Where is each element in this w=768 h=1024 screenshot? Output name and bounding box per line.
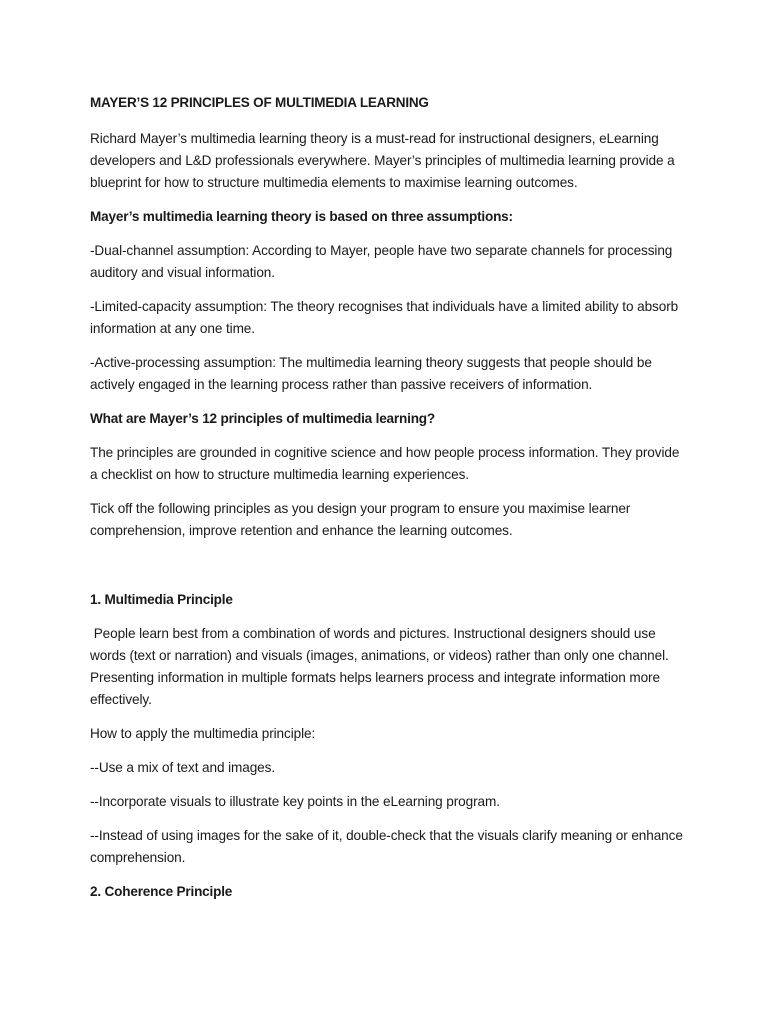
tip-item: --Incorporate visuals to illustrate key points in the eLearning program. <box>90 794 500 809</box>
blank-line <box>90 554 690 589</box>
assumptions-heading: Mayer’s multimedia learning theory is based on three assumptions: <box>90 209 513 224</box>
how-to-apply-text: How to apply the multimedia principle: <box>90 726 316 741</box>
intro-paragraph: Richard Mayer’s multimedia learning theory is a must-read for instructional designers, eLearning developers and L&D professionals everywhere. Mayer’s principles of multimedia learning provide a blueprint for how to structure multimedia elements to maximise learning outcomes. <box>90 131 675 190</box>
principles-heading: What are Mayer’s 12 principles of multimedia learning? <box>90 411 436 426</box>
section-heading: 2. Coherence Principle <box>90 884 233 899</box>
section-heading: 1. Multimedia Principle <box>90 592 233 607</box>
assumption-item: -Dual-channel assumption: According to Mayer, people have two separate channels for processing auditory and visual information. <box>90 243 673 280</box>
section-body-paragraph: People learn best from a combination of words and pictures. Instructional designers should use words (text or narration) and visuals (images, animations, or videos) rather than only one channel. Presenting information in multiple formats helps learners process and integrate information more effectively. <box>90 626 673 707</box>
assumption-item: -Limited-capacity assumption: The theory recognises that individuals have a limited ability to absorb information at any one time. <box>90 299 679 336</box>
document-page <box>90 93 690 915</box>
assumption-item: -Active-processing assumption: The multimedia learning theory suggests that people should be actively engaged in the learning process rather than passive receivers of information. <box>90 355 652 392</box>
document-title: MAYER’S 12 PRINCIPLES OF MULTIMEDIA LEARNING <box>90 95 429 110</box>
tip-item: --Use a mix of text and images. <box>90 760 276 775</box>
tip-item: --Instead of using images for the sake of it, double-check that the visuals clarify meaning or enhance comprehension. <box>90 828 683 865</box>
principles-intro-paragraph: The principles are grounded in cognitive science and how people process information. They provide a checklist on how to structure multimedia learning experiences. <box>90 445 680 482</box>
principles-intro-paragraph: Tick off the following principles as you design your program to ensure you maximise learner comprehension, improve retention and enhance the learning outcomes. <box>90 501 631 538</box>
